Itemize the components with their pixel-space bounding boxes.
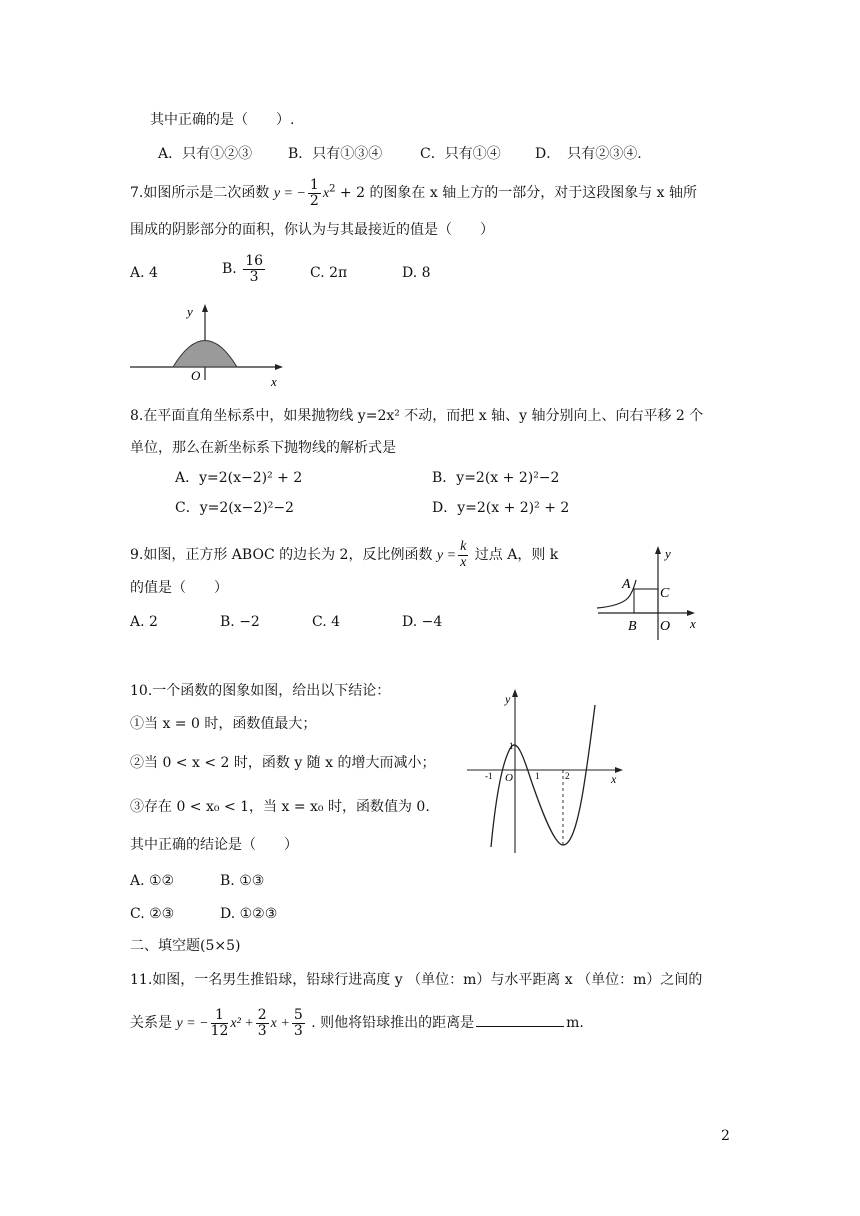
q6-option-c: C．只有①④ (420, 146, 501, 162)
q7-x-arrow (275, 364, 283, 370)
q10-neg1-label: -1 (485, 771, 493, 781)
q9-option-c: C. 4 (312, 614, 341, 630)
q9-option-b: B. −2 (220, 614, 260, 630)
q6-option-b: B．只有①③④ (288, 146, 383, 162)
q7-graph-y-label: y (187, 304, 193, 319)
q6-option-a: A．只有①②③ (158, 146, 253, 162)
q10-y-arrow (512, 689, 518, 697)
q11-frac-2-num: 2 (257, 1007, 267, 1023)
q9-origin-label: O (660, 619, 671, 634)
q9-formula-lhs: y = (436, 548, 457, 564)
q9-graph (592, 540, 707, 645)
q11-frac-1-den: 12 (210, 1022, 229, 1039)
q11-mid-2: x + (270, 1016, 290, 1032)
q10-x-label: x (611, 772, 617, 786)
q10-stem: 10.一个函数的图象如图，给出以下结论： (130, 683, 391, 699)
q7-formula-exp: 2 (329, 183, 336, 195)
q7-frac-num: 1 (309, 177, 319, 193)
q11-frac-2-den: 3 (257, 1022, 267, 1039)
q7-graph-origin-label: O (191, 368, 201, 383)
q8-option-a: A．y=2(x−2)² + 2 (175, 470, 303, 486)
q10-origin-label: O (505, 772, 513, 784)
q7-option-b (222, 254, 267, 284)
q9-stem-line2: 的值是（ ） (130, 580, 228, 596)
q7-graph (125, 300, 290, 390)
q8-stem-line1: 8.在平面直角坐标系中，如果抛物线 y=2x² 不动，而把 x 轴、y 轴分别向上、向右平移 2 个 (130, 408, 704, 424)
q7-option-b-den: 3 (249, 268, 259, 285)
q7-stem-line1 (130, 178, 697, 208)
q7-frac-den: 2 (309, 192, 319, 209)
q7-formula-lhs: y = − (273, 186, 306, 202)
q8-option-d: D．y=2(x + 2)² + 2 (432, 500, 570, 516)
q7-fraction (308, 178, 321, 208)
q9-square (634, 589, 658, 613)
q11-unit: m. (566, 1015, 584, 1032)
q11-frac-3 (292, 1008, 305, 1038)
q7-option-c: C. 2π (310, 265, 348, 281)
q9-x-label: x (690, 616, 696, 631)
q7-option-b-label: B. (222, 261, 237, 278)
q11-frac-2 (256, 1008, 269, 1038)
q11-lhs: y = − (176, 1016, 209, 1032)
q10-graph (465, 685, 625, 855)
q9-stem-line1 (130, 540, 558, 570)
q10-option-b: B. ①③ (220, 873, 265, 889)
q10-option-d: D. ①②③ (220, 906, 278, 922)
q9-prefix: 9.如图，正方形 ABOC 的边长为 2，反比例函数 (130, 547, 433, 564)
q10-x1-label: 1 (535, 771, 540, 781)
q10-y1-label: 1 (509, 741, 514, 751)
q9-point-b-label: B (628, 619, 637, 634)
q10-ask: 其中正确的结论是（ ） (130, 837, 298, 853)
q10-option-c: C. ②③ (130, 906, 175, 922)
q7-shaded-region (173, 341, 237, 368)
q6-stem: 其中正确的是（ ）. (150, 112, 295, 128)
q10-option-a: A. ①② (130, 873, 175, 889)
q10-x2-label: 2 (565, 771, 570, 781)
q10-y-label: y (505, 692, 511, 706)
q10-conclusion-3: ③存在 0 < x₀ < 1，当 x = x₀ 时，函数值为 0. (130, 799, 430, 815)
q11-suffix: . 则他将铅球推出的距离是 (311, 1015, 475, 1032)
q7-option-a: A. 4 (130, 265, 158, 281)
q11-stem-line1: 11.如图，一名男生推铅球，铅球行进高度 y （单位：m）与水平距离 x （单位：m）之间的 (130, 972, 703, 988)
q9-point-a-label: A (622, 577, 631, 592)
q11-frac-3-num: 5 (293, 1007, 303, 1023)
q11-prefix: 关系是 (130, 1015, 172, 1032)
q11-frac-1-num: 1 (211, 1008, 229, 1024)
q7-stem-line2: 围成的阴影部分的面积，你认为与其最接近的值是（ ） (130, 222, 494, 238)
q7-graph-x-label: x (271, 374, 277, 389)
q7-option-b-frac (243, 254, 265, 284)
q7-formula-var: x (322, 186, 330, 202)
q8-option-c: C．y=2(x−2)²−2 (175, 500, 294, 516)
page-number: 2 (721, 1128, 730, 1144)
q7-y-arrow (202, 304, 208, 312)
q7-formula-tail: + 2 (335, 185, 365, 202)
q11-mid-1: x² + (230, 1016, 254, 1032)
q8-option-b: B．y=2(x + 2)²−2 (432, 470, 560, 486)
q11-stem-line2 (130, 1008, 584, 1038)
q7-line1-rest: 的图象在 x 轴上方的一部分，对于这段图象与 x 轴所 (369, 185, 698, 202)
q8-stem-line2: 单位，那么在新坐标系下抛物线的解析式是 (130, 440, 396, 456)
q9-frac-den: x (460, 554, 467, 570)
q7-option-d: D. 8 (402, 265, 431, 281)
section-2-heading: 二、填空题(5×5) (130, 938, 241, 954)
q9-option-d: D. −4 (402, 614, 443, 630)
q9-y-arrow (655, 546, 661, 554)
q9-y-label: y (665, 546, 671, 561)
q9-frac-num: k (460, 539, 467, 554)
q10-conclusion-2: ②当 0 < x < 2 时，函数 y 随 x 的增大而减小； (130, 755, 436, 771)
q9-option-a: A. 2 (130, 614, 158, 630)
q7-option-b-num: 16 (245, 253, 264, 269)
q11-frac-3-den: 3 (293, 1022, 303, 1039)
q9-suffix: 过点 A，则 k (474, 547, 559, 564)
q7-prefix: 7.如图所示是二次函数 (130, 185, 270, 202)
q9-fraction (458, 540, 468, 570)
q10-conclusion-1: ①当 x = 0 时，函数值最大； (130, 716, 317, 732)
q9-point-c-label: C (660, 586, 670, 601)
q11-answer-blank[interactable] (476, 1026, 564, 1027)
q6-option-d: D． 只有②③④. (535, 146, 642, 162)
q11-frac-1 (211, 1008, 229, 1038)
